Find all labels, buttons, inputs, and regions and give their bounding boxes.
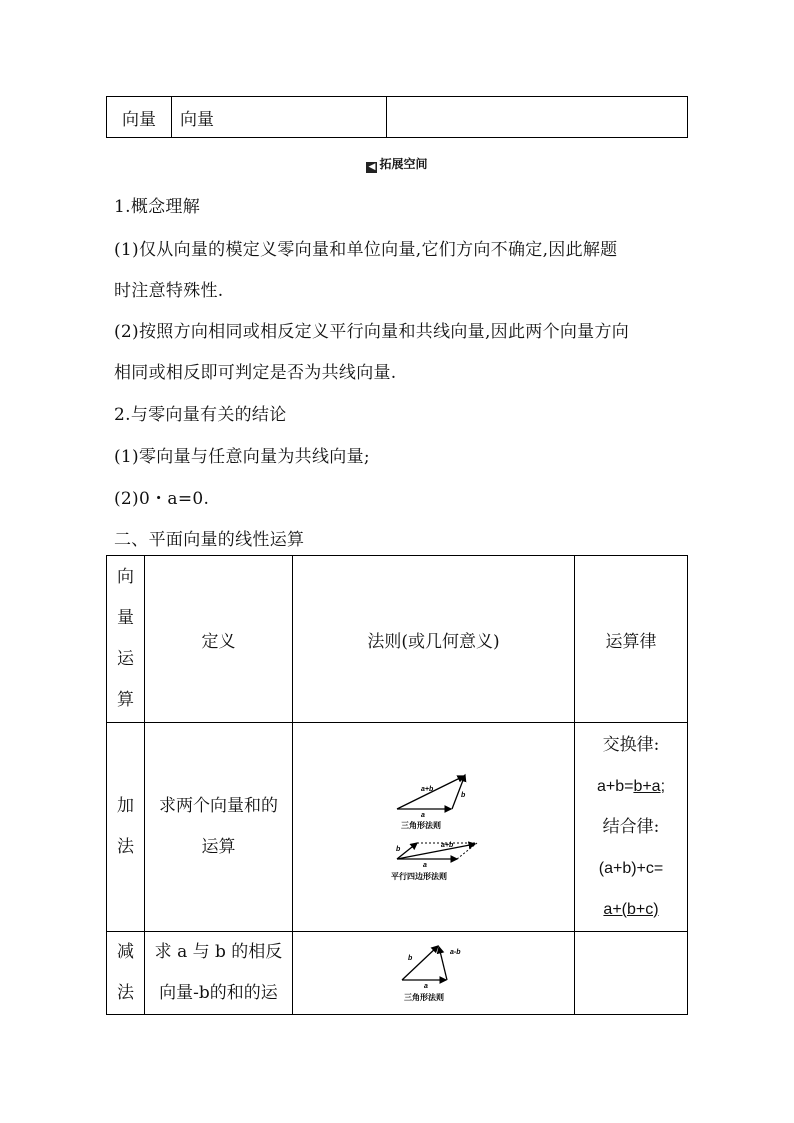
section-bar [0,155,794,173]
table-cell [575,932,688,1015]
label-diff: a-b [449,949,460,956]
definition-line: 向量-b的和的运 [159,983,278,1003]
table-cell [575,723,688,932]
table-cell [107,723,145,932]
caption-parallelogram-rule: 平行四边形法则 [390,872,447,881]
definition-line: 求 a 与 b 的相反 [154,942,283,962]
addition-figure [389,767,479,887]
speaker-icon: ◀ [366,162,377,173]
law-answer-text: a+(b+c) [603,900,659,918]
op-name-subtraction: 减法 [117,942,134,1003]
subtraction-figure [394,940,474,1006]
law-associative: (a+b)+c= [598,859,664,877]
label-sum: a+b [440,842,453,849]
table-cell [293,932,575,1015]
parallelogram-rule-figure [391,842,477,881]
law-commutative [575,766,687,807]
table-header-row [107,556,688,723]
table-row [107,97,688,138]
top-table [106,96,688,138]
law-expression: a+b= [596,777,634,795]
section-heading: 二、平面向量的线性运算 [114,530,305,550]
law-answer: b+a [633,777,661,795]
paragraph-line: (1)零向量与任意向量为共线向量; [114,447,370,467]
definition-line: 运算 [201,837,236,857]
law-title: 结合律: [602,816,660,837]
label-b: b [407,955,412,962]
heading-zero-vector: 2.与零向量有关的结论 [114,405,287,425]
paragraph-line: 相同或相反即可判定是否为共线向量. [114,363,397,383]
header-cell: 法则(或几何意义) [293,556,575,723]
paragraph-line: (2)0・a=0. [114,489,210,509]
header-cell [107,556,145,723]
table-row [107,723,688,932]
table-cell [293,723,575,932]
caption-triangle-rule: 三角形法则 [400,821,441,830]
table-cell [387,97,688,138]
law-answer [575,889,687,930]
table-cell: 向量 [172,97,387,138]
header-operation: 向量运算 [117,567,134,710]
table-row [107,932,688,1015]
label-sum: a+b [420,786,433,793]
table-cell [145,723,293,932]
heading-concept: 1.概念理解 [114,197,201,217]
label-a: a [420,812,425,819]
paragraph-line: (2)按照方向相同或相反定义平行向量和共线向量,因此两个向量方向 [114,322,630,342]
section-bar-label: 拓展空间 [379,157,428,171]
header-cell: 定义 [145,556,293,723]
label-b: b [395,846,400,853]
label-a: a [423,983,428,990]
definition-line: 求两个向量和的 [159,796,278,816]
caption-triangle-rule: 三角形法则 [403,993,444,1002]
table-cell [145,932,293,1015]
law-title: 交换律: [602,734,660,755]
label-a: a [422,862,427,869]
table-cell: 向量 [107,97,172,138]
operations-table [106,555,688,1015]
paragraph-line: 时注意特殊性. [114,281,224,301]
table-cell [107,932,145,1015]
triangle-rule-figure [397,775,466,830]
op-name-addition: 加法 [117,796,134,857]
label-b: b [460,792,465,799]
paragraph-line: (1)仅从向量的模定义零向量和单位向量,它们方向不确定,因此解题 [114,240,618,260]
law-punct: ; [660,777,666,795]
header-cell: 运算律 [575,556,688,723]
